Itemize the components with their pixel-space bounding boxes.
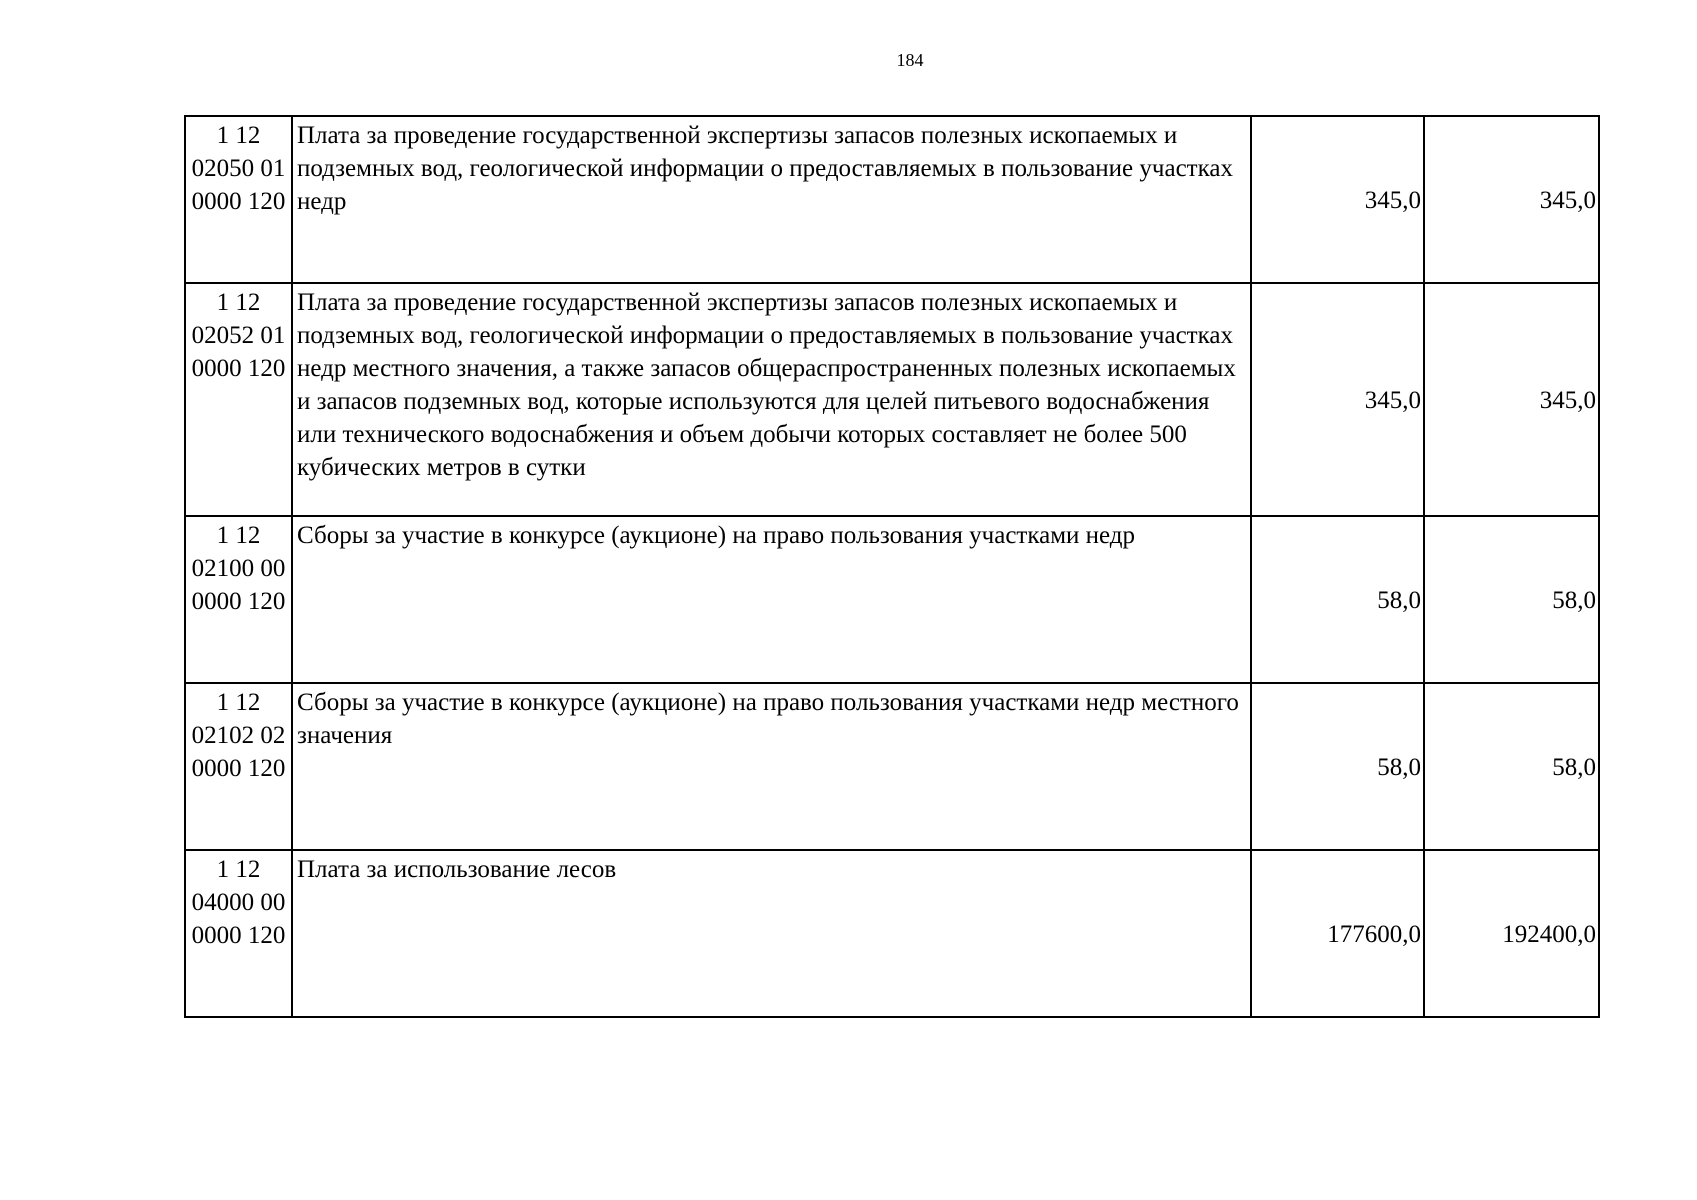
table-row <box>185 516 1599 683</box>
budget-code-line: 0000 120 <box>191 588 286 615</box>
table-row <box>185 850 1599 1017</box>
table-row <box>185 283 1599 516</box>
budget-code-line: 0000 120 <box>191 188 286 215</box>
budget-code-line: 0000 120 <box>191 922 286 949</box>
page-number: 184 <box>896 50 924 70</box>
budget-code-line: 1 12 <box>216 522 261 549</box>
revenue-name-cell: Сборы за участие в конкурсе (аукционе) на право пользования участками недр местного значения <box>292 683 1251 850</box>
amount-cell-2: 345,0 <box>1424 116 1599 283</box>
budget-code-line: 1 12 <box>216 289 261 316</box>
revenue-name-cell: Плата за проведение государственной экспертизы запасов полезных ископаемых и подземных вод, геологической информации о предоставляемых в пользование участках недр <box>292 116 1251 283</box>
budget-code-cell <box>185 283 292 516</box>
budget-code-cell <box>185 116 292 283</box>
amount-cell-2: 58,0 <box>1424 683 1599 850</box>
amount-cell-1: 58,0 <box>1251 683 1424 850</box>
budget-code-line: 02050 01 <box>191 155 286 182</box>
amount-cell-1: 345,0 <box>1251 283 1424 516</box>
amount-cell-2: 345,0 <box>1424 283 1599 516</box>
budget-code-line: 1 12 <box>216 689 261 716</box>
budget-code-line: 02100 00 <box>191 555 286 582</box>
revenue-name-cell: Плата за проведение государственной экспертизы запасов полезных ископаемых и подземных вод, геологической информации о предоставляемых в пользование участках недр местного значения, а также запасов общераспространенных полезных ископаемых и запасов подземных вод, которые используются для целей питьевого водоснабжения или технического водоснабжения и объем добычи которых составляет не более 500 кубических метров в сутки <box>292 283 1251 516</box>
budget-code-cell <box>185 683 292 850</box>
budget-code-line: 02102 02 <box>191 722 286 749</box>
budget-code-line: 04000 00 <box>191 889 286 916</box>
budget-code-line: 0000 120 <box>191 755 286 782</box>
amount-cell-2: 58,0 <box>1424 516 1599 683</box>
revenue-name-cell: Плата за использование лесов <box>292 850 1251 1017</box>
amount-cell-2: 192400,0 <box>1424 850 1599 1017</box>
budget-code-cell <box>185 516 292 683</box>
budget-code-cell <box>185 850 292 1017</box>
budget-code-line: 02052 01 <box>191 322 286 349</box>
revenue-name-cell: Сборы за участие в конкурсе (аукционе) на право пользования участками недр <box>292 516 1251 683</box>
budget-code-line: 1 12 <box>216 856 261 883</box>
amount-cell-1: 177600,0 <box>1251 850 1424 1017</box>
amount-cell-1: 58,0 <box>1251 516 1424 683</box>
budget-revenue-table <box>184 115 1600 1018</box>
table-row <box>185 116 1599 283</box>
budget-code-line: 1 12 <box>216 122 261 149</box>
table-row <box>185 683 1599 850</box>
budget-code-line: 0000 120 <box>191 355 286 382</box>
amount-cell-1: 345,0 <box>1251 116 1424 283</box>
